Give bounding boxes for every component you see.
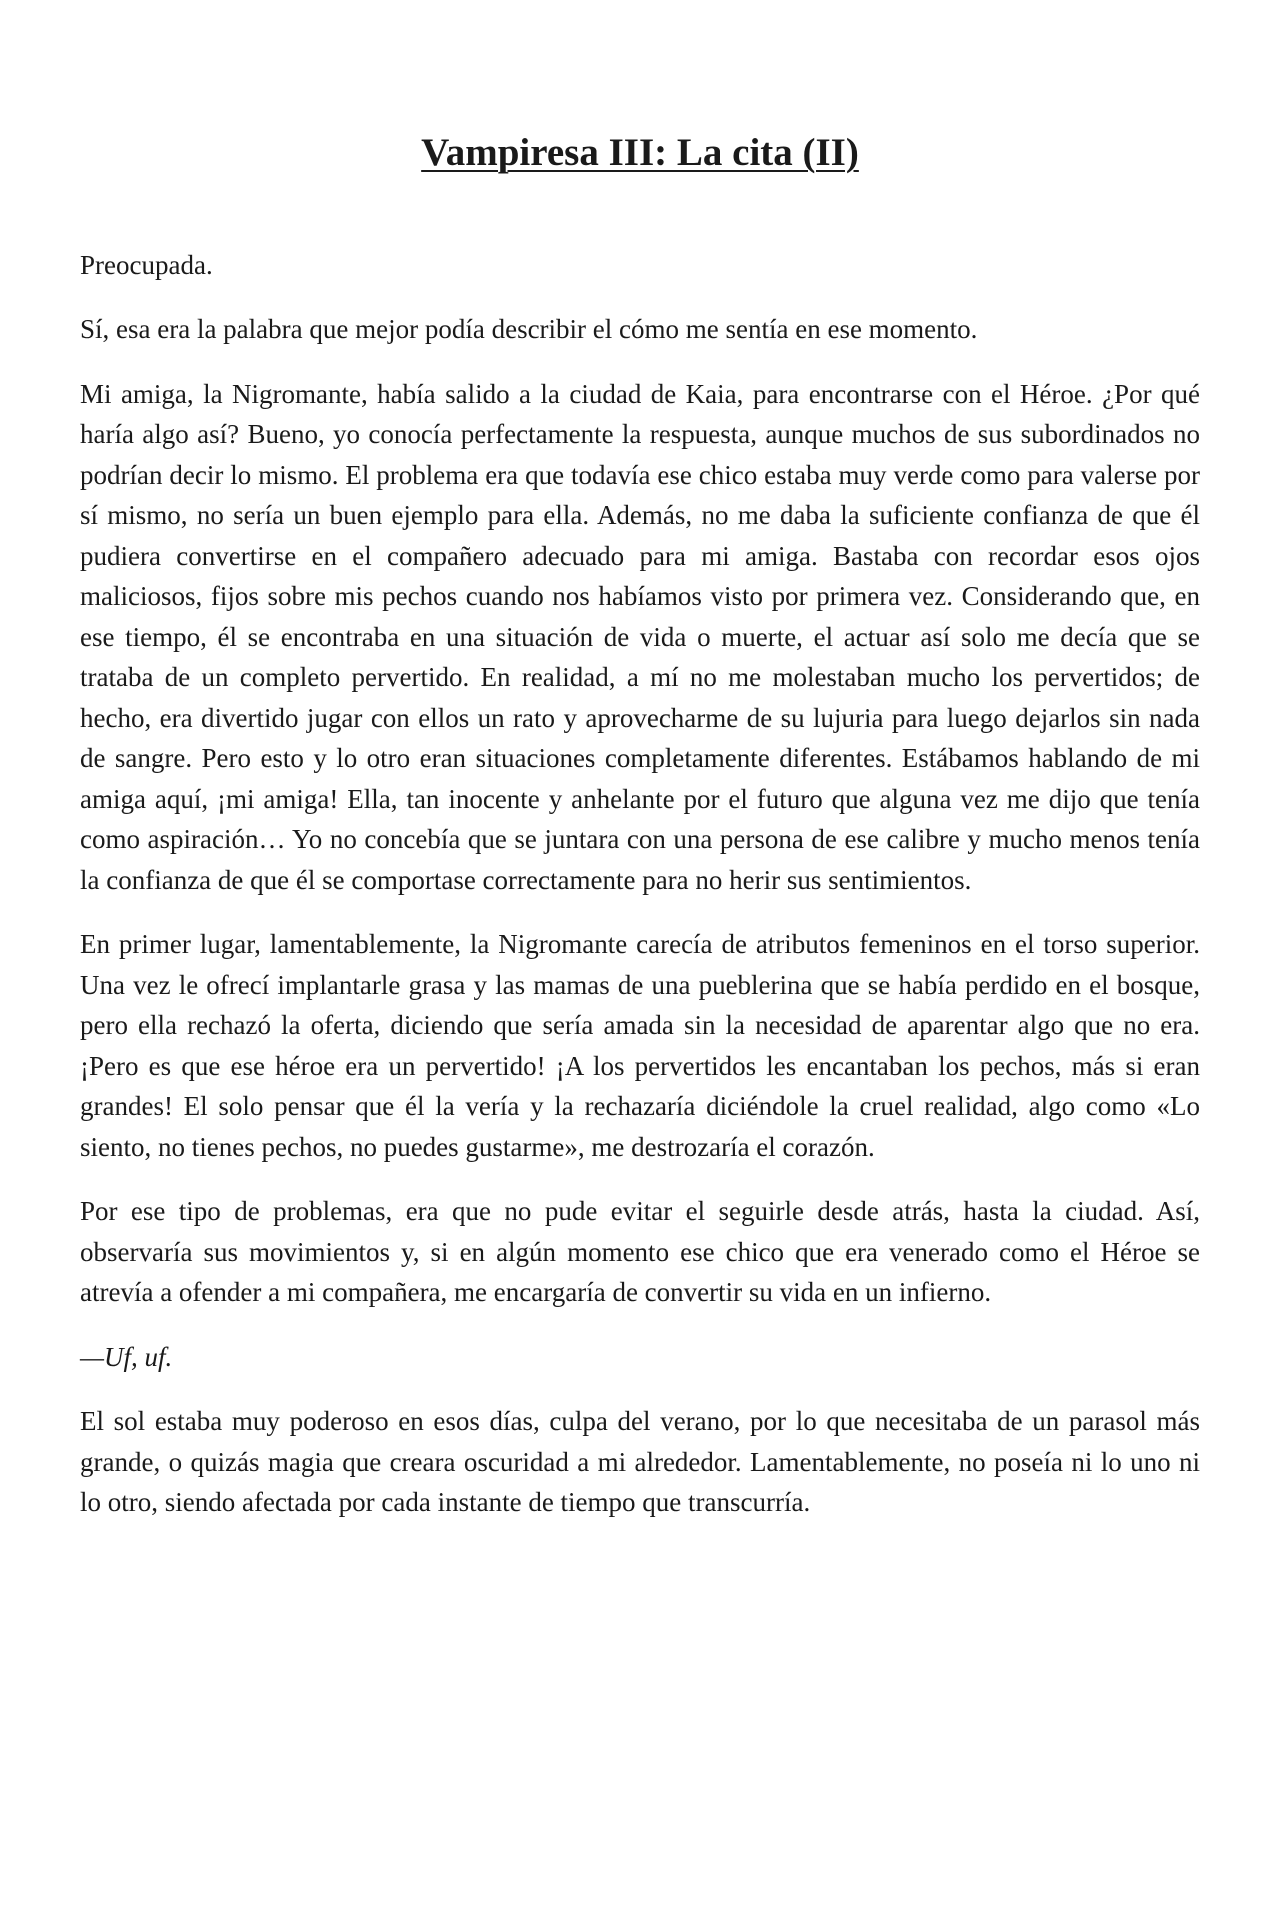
page-title: Vampiresa III: La cita (II) (421, 131, 859, 174)
dialogue-line: —Uf, uf. (80, 1341, 173, 1372)
paragraph-1: Preocupada. (80, 249, 213, 280)
paragraph-2: Sí, esa era la palabra que mejor podía describir el cómo me sentía en ese momento. (80, 314, 978, 345)
paragraph-3: Mi amiga, la Nigromante, había salido a la ciudad de Kaia, para encontrarse con el Héroe. ¿Por qué haría algo así? Bueno, yo conocía perfectamente la respuesta, aunque muchos de sus subordinados no podrían decir lo mismo. El problema era que todavía ese chico estaba muy verde como para valerse por sí mismo, no sería un buen ejemplo para ella. Además, no me daba la suficiente confianza de que él pudiera convertirse en el compañero adecuado para mi amiga. Bastaba con recordar esos ojos maliciosos, fijos sobre mis pechos cuando nos habíamos visto por primera vez. Considerando que, en ese tiempo, él se encontraba en una situación de vida o muerte, el actuar así solo me decía que se trataba de un completo pervertido. En realidad, a mí no me molestaban mucho los pervertidos; de hecho, era divertido jugar con ellos un rato y aprovecharme de su lujuria para luego dejarlos sin nada de sangre. Pero esto y lo otro eran situaciones completamente diferentes. Estábamos hablando de mi amiga aquí, ¡mi amiga! Ella, tan inocente y anhelante por el futuro que alguna vez me dijo que tenía como aspiración… Yo no concebía que se juntara con una persona de ese calibre y mucho menos tenía la confianza de que él se comportase correctamente para no herir sus sentimientos. (80, 378, 1200, 895)
paragraph-7: El sol estaba muy poderoso en esos días, culpa del verano, por lo que necesitaba de un parasol más grande, o quizás magia que creara oscuridad a mi alrededor. Lamentablemente, no poseía ni lo uno ni lo otro, siendo afectada por cada instante de tiempo que transcurría. (80, 1406, 1200, 1518)
paragraph-4: En primer lugar, lamentablemente, la Nigromante carecía de atributos femeninos en el torso superior. Una vez le ofrecí implantarle grasa y las mamas de una pueblerina que se había perdido en el bosque, pero ella rechazó la oferta, diciendo que sería amada sin la necesidad de aparentar algo que no era. ¡Pero es que ese héroe era un pervertido! ¡A los pervertidos les encantaban los pechos, más si eran grandes! El solo pensar que él la vería y la rechazaría diciéndole la cruel realidad, algo como «Lo siento, no tienes pechos, no puedes gustarme», me destrozaría el corazón. (80, 929, 1200, 1162)
paragraph-5: Por ese tipo de problemas, era que no pude evitar el seguirle desde atrás, hasta la ciudad. Así, observaría sus movimientos y, si en algún momento ese chico que era venerado como el Héroe se atrevía a ofender a mi compañera, me encargaría de convertir su vida en un infierno. (80, 1196, 1200, 1308)
